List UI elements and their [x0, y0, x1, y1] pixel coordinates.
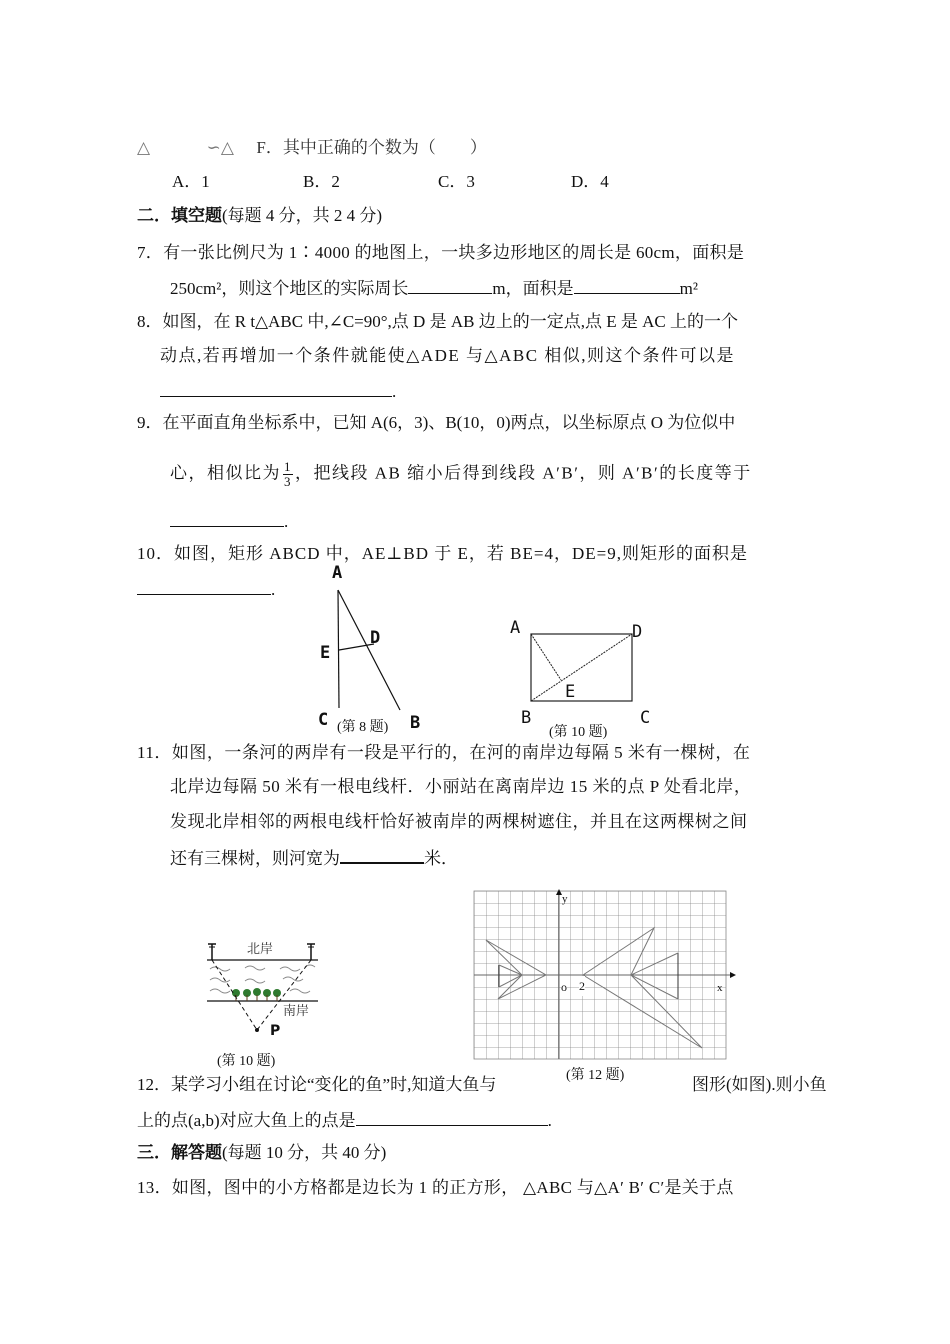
section3-heading	[137, 1143, 386, 1163]
q6-option-d: D．4	[571, 172, 609, 191]
q13-line1: 13．如图，图中的小方格都是边长为 1 的正方形， △ABC 与△A′ B′ C′是关于点	[137, 1178, 734, 1197]
q8-line2: 动点,若再增加一个条件就能使△ADE 与△ABC 相似,则这个条件可以是	[160, 346, 736, 365]
q7-text-c: m²	[679, 279, 698, 298]
q11-text-a: 还有三棵树，则河宽为	[170, 849, 340, 868]
fig8-label-e: E	[320, 643, 331, 663]
q9-period: .	[284, 512, 289, 531]
q6-tail-line	[137, 138, 487, 158]
q9-text-a: 心，相似比为	[170, 463, 281, 483]
river-south-label: 南岸	[283, 1004, 310, 1019]
figure-q12-fish-grid	[474, 891, 734, 1071]
q7-text-b: m，面积是	[492, 279, 574, 298]
q10-line1: 10．如图，矩形 ABCD 中，AE⊥BD 于 E，若 BE=4，DE=9,则矩形的面积是	[137, 544, 748, 563]
fig12-origin-label: o	[561, 977, 567, 997]
fig10-label-c: C	[640, 708, 651, 728]
q12-line1	[137, 1075, 496, 1095]
q7-line1: 7．有一张比例尺为 1∶4000 的地图上，一块多边形地区的周长是 60cm，面积是	[137, 243, 745, 262]
section2-note: (每题 4 分，共 2 4 分)	[222, 206, 383, 225]
q11-line1: 11．如图，一条河的两岸有一段是平行的，在河的南岸边每隔 5 米有一棵树，在	[137, 743, 751, 762]
fig10-label-b: B	[521, 708, 532, 728]
q9-line2	[170, 460, 752, 489]
section3-note: (每题 10 分，共 40 分)	[222, 1143, 387, 1162]
fig12-axis-x: x	[717, 982, 723, 994]
q8-line3	[160, 380, 396, 402]
q11-line4	[170, 846, 458, 869]
q12-text-b: 上的点(a,b)对应大鱼上的点是	[137, 1111, 356, 1130]
q6-option-b: B．2	[303, 172, 340, 191]
fig10-caption: (第 10 题)	[549, 721, 607, 741]
section2-title: 二．填空题	[137, 206, 222, 225]
q9-line3	[170, 510, 288, 532]
q7-blank-area[interactable]	[574, 277, 680, 294]
q9-fraction	[283, 460, 293, 489]
figure-q10-rectangle	[528, 630, 651, 730]
q6-option-c: C．3	[438, 172, 475, 191]
section3-title: 三．解答题	[137, 1143, 222, 1162]
fig10-label-d: D	[632, 622, 643, 642]
fig8-label-b: B	[410, 713, 421, 733]
q9-line1: 9．在平面直角坐标系中，已知 A(6，3)、B(10，0)两点，以坐标原点 O 为位似中	[137, 413, 736, 432]
q11-text-b: 米．	[424, 849, 458, 868]
fig10-label-e: E	[565, 682, 576, 702]
q11-line3: 发现北岸相邻的两根电线杆恰好被南岸的两棵树遮住，并且在这两棵树之间	[170, 812, 748, 831]
q9-blank[interactable]	[170, 510, 284, 527]
river-north-label: 北岸	[247, 942, 274, 957]
river-point-p: P	[270, 1023, 281, 1039]
fig12-tick-2: 2	[579, 976, 585, 996]
q8-line1: 8．如图，在 R t△ABC 中,∠C=90°,点 D 是 AB 边上的一定点,点 E 是 AC 上的一个	[137, 312, 738, 331]
q10-blank[interactable]	[137, 578, 271, 595]
fig8-caption: (第 8 题)	[337, 716, 388, 736]
q12-text-a: 12．某学习小组在讨论“变化的鱼”时,知道大鱼与	[137, 1075, 497, 1094]
q11-blank[interactable]	[340, 846, 424, 864]
q12-blank[interactable]	[356, 1109, 548, 1126]
fig8-label-c: C	[318, 710, 329, 730]
fig12-axis-y: y	[562, 893, 568, 905]
fig10-label-a: A	[510, 618, 521, 638]
q12-line2	[137, 1109, 552, 1131]
q7-line2	[170, 277, 698, 299]
q9-frac-num: 1	[284, 459, 292, 474]
q7-blank-perimeter[interactable]	[408, 277, 492, 294]
q9-frac-den: 3	[284, 474, 292, 489]
q8-blank[interactable]	[160, 380, 392, 397]
fig8-label-d: D	[370, 628, 381, 648]
q9-text-b: ，把线段 AB 缩小后得到线段 A′B′，则 A′B′的长度等于	[295, 463, 752, 483]
q6-option-a: A．1	[172, 172, 210, 191]
q10-line2	[137, 578, 275, 600]
river-caption: (第 10 题)	[217, 1050, 275, 1070]
q12-line1-tail: 图形(如图).则小鱼	[692, 1075, 827, 1094]
section2-heading	[137, 206, 382, 226]
fig8-label-a: A	[332, 563, 343, 583]
q11-line2: 北岸边每隔 50 米有一根电线杆．小丽站在离南岸边 15 米的点 P 处看北岸，	[170, 777, 752, 796]
q6-text-suffix: F．其中正确的个数为（ ）	[256, 138, 487, 157]
q12-period: .	[547, 1111, 552, 1130]
q8-period: .	[392, 382, 397, 401]
q10-period: .	[271, 580, 276, 599]
fig12-caption: (第 12 题)	[560, 1064, 630, 1084]
q6-text-prefix: △	[137, 138, 151, 157]
q7-text-a: 250cm²，则这个地区的实际周长	[170, 279, 409, 298]
q6-text-mid: ∽△	[206, 138, 234, 157]
